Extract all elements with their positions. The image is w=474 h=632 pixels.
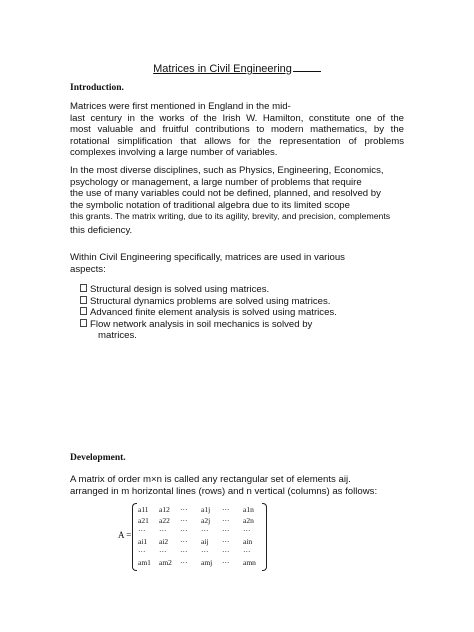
matrix-cell: ···	[222, 536, 230, 546]
checkbox-bullet-icon	[80, 296, 87, 304]
matrix-cell: ai1	[138, 536, 148, 546]
development-paragraph	[70, 474, 404, 497]
matrix-grid	[138, 505, 264, 568]
civil-engineering-paragraph	[70, 252, 404, 275]
matrix-cell: ···	[180, 557, 188, 567]
matrix-cell: a12	[159, 505, 170, 514]
document-title	[0, 61, 474, 76]
matrix-cell: a2j	[201, 515, 211, 525]
text-line: this grants. The matrix writing, due to its agility, brevity, and precision, complements	[70, 211, 391, 222]
right-bracket	[262, 503, 267, 571]
matrix-cell: ···	[180, 505, 188, 514]
title-text: Matrices in Civil Engineering	[153, 63, 292, 75]
introduction-heading: Introduction.	[70, 83, 124, 93]
list-item: Advanced finite element analysis is solved using matrices.	[80, 307, 337, 319]
matrix-cell: ···	[243, 547, 251, 556]
matrix-cell: ai2	[159, 536, 169, 546]
matrix-cell: ···	[180, 536, 188, 546]
matrix-cell: ···	[222, 515, 230, 525]
matrix-cell: a22	[159, 515, 170, 525]
text-line: this deficiency.	[70, 224, 133, 236]
development-heading: Development.	[70, 453, 126, 463]
list-item-continuation: matrices.	[98, 330, 137, 342]
matrix-cell: a1j	[201, 505, 211, 514]
matrix-cell: a2n	[243, 515, 254, 525]
matrix-cell: am1	[138, 557, 151, 567]
text-line: psychology or management, a large number of problems that require	[70, 176, 362, 188]
title-underline-blank	[293, 61, 321, 72]
text-line: aspects:	[70, 263, 106, 275]
text-line: rotational simplification that allows for the representation of problems	[70, 135, 404, 147]
text-line: arranged in m horizontal lines (rows) and n vertical (columns) as follows:	[70, 485, 378, 497]
matrix-cell: ···	[222, 505, 230, 514]
matrix-cell: ···	[201, 547, 209, 556]
text-line: the use of many variables could not be defined, planned, and resolved by	[70, 188, 381, 200]
matrix-cell: a21	[138, 515, 149, 525]
matrix-cell: a1n	[243, 505, 254, 514]
list-item: Structural design is solved using matrices.	[80, 284, 337, 296]
matrix-cell: ···	[138, 547, 146, 556]
matrix-cell: ···	[222, 557, 230, 567]
text-line: complexes involving a large number of variables.	[70, 147, 278, 159]
matrix-cell: ···	[180, 547, 188, 556]
list-item: Structural dynamics problems are solved using matrices.	[80, 296, 337, 308]
matrix-cell: ···	[180, 526, 188, 535]
checkbox-bullet-icon	[80, 307, 87, 315]
text-line: most valuable and fruitful contributions to modern mathematics, by the	[70, 124, 404, 136]
intro-paragraph-2	[70, 165, 404, 237]
text-line: Within Civil Engineering specifically, matrices are used in various	[70, 252, 345, 263]
text-line: In the most diverse disciplines, such as Physics, Engineering, Economics,	[70, 165, 384, 176]
matrix-equation	[118, 502, 268, 572]
matrix-cell: ···	[222, 547, 230, 556]
text-line: A matrix of order m×n is called any rectangular set of elements aij.	[70, 474, 351, 485]
list-item: Flow network analysis in soil mechanics is solved by	[80, 319, 337, 331]
matrix-cell: ···	[180, 515, 188, 525]
applications-list	[80, 284, 337, 342]
matrix-cell: ain	[243, 536, 253, 546]
text-line: last century in the works of the Irish W. Hamilton, constitute one of the	[70, 112, 404, 124]
matrix-cell: ···	[138, 526, 146, 535]
matrix-cell: amj	[201, 557, 213, 567]
matrix-lhs: A =	[118, 530, 132, 540]
text-line: Matrices were first mentioned in England in the mid-	[70, 101, 291, 112]
matrix-cell: ···	[222, 526, 230, 535]
left-bracket	[132, 503, 137, 571]
matrix-cell: ···	[243, 526, 251, 535]
checkbox-bullet-icon	[80, 284, 87, 292]
matrix-cell: a11	[138, 505, 149, 514]
intro-paragraph-1	[70, 101, 404, 159]
matrix-cell: aij	[201, 536, 209, 546]
matrix-cell: ···	[159, 526, 167, 535]
matrix-cell: ···	[201, 526, 209, 535]
matrix-cell: ···	[159, 547, 167, 556]
matrix-cell: am2	[159, 557, 172, 567]
matrix-cell: amn	[243, 557, 256, 567]
checkbox-bullet-icon	[80, 319, 87, 327]
text-line: the symbolic notation of traditional algebra due to its limited scope	[70, 199, 350, 211]
